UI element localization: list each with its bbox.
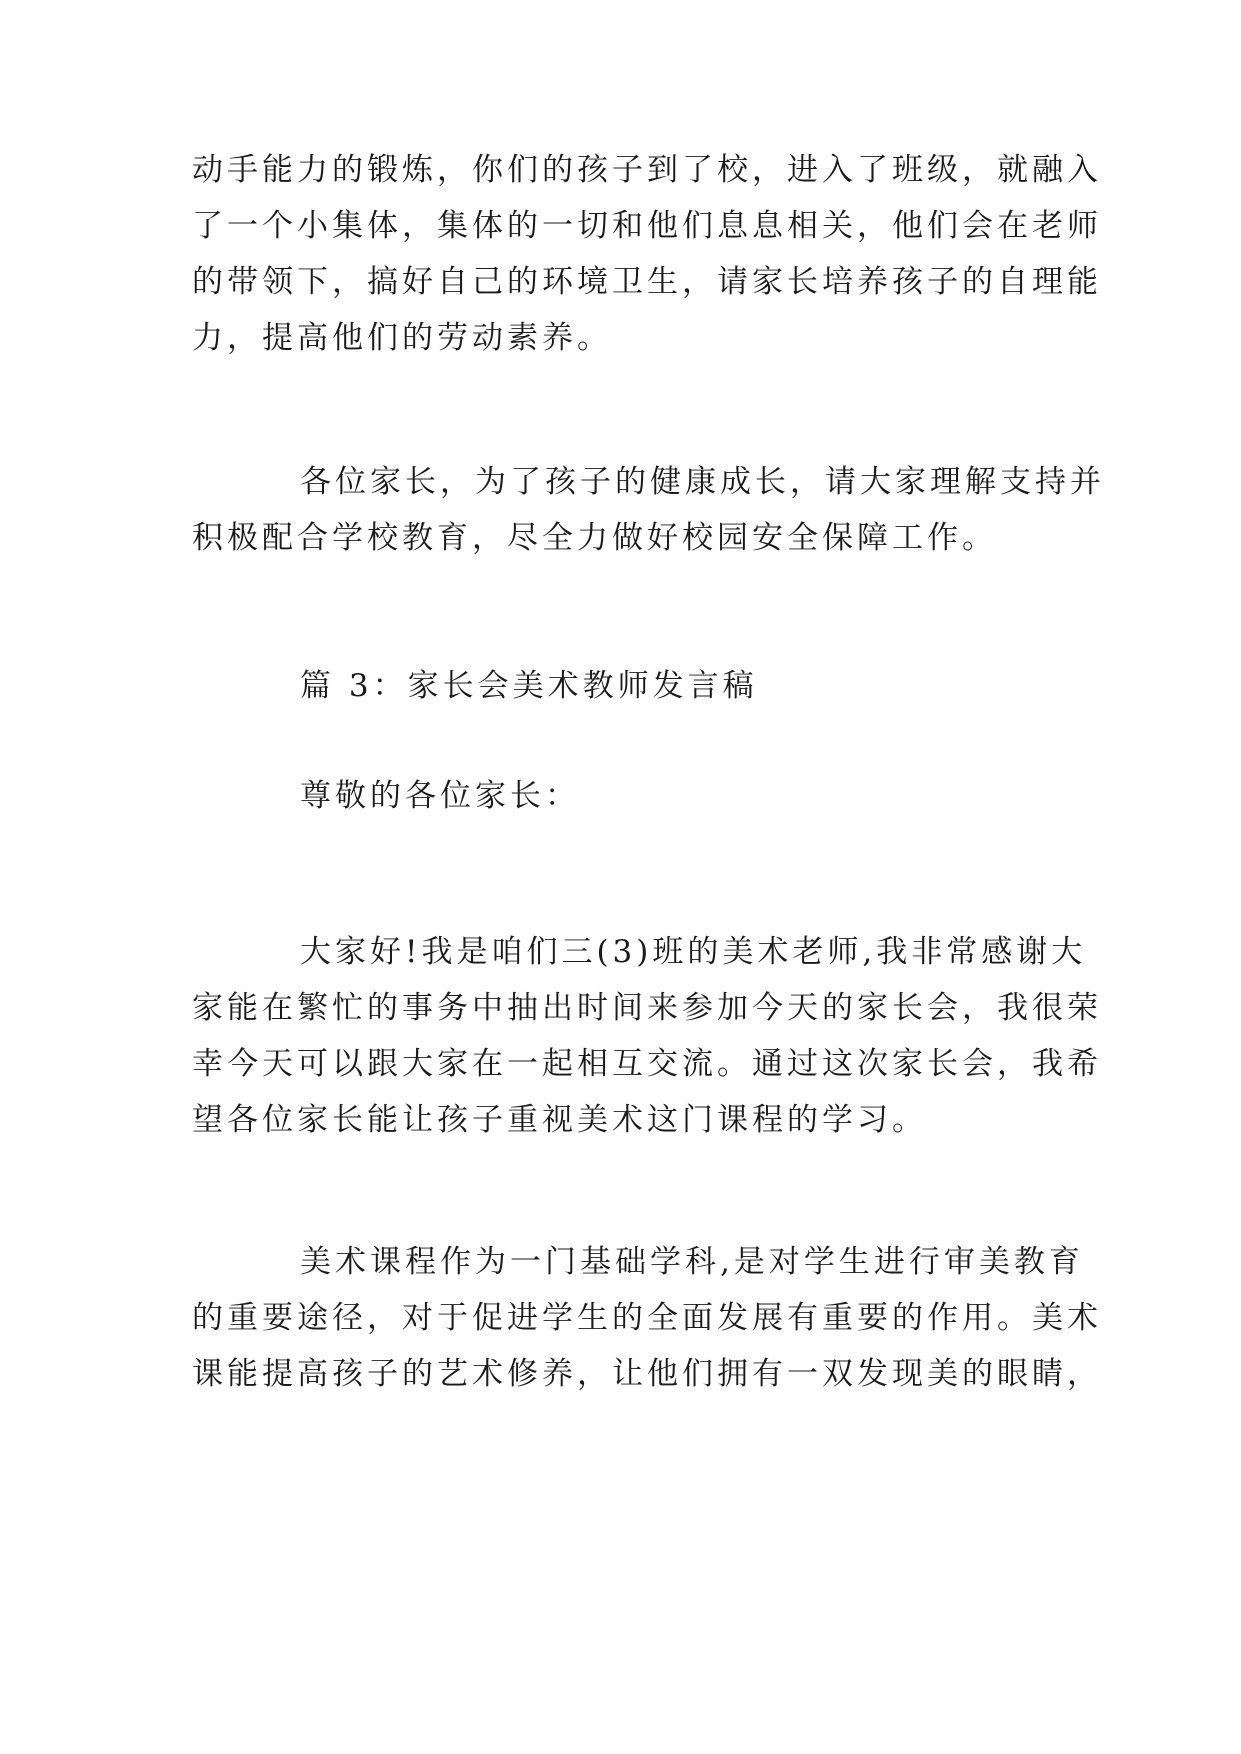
paragraph-line: 美术课程作为一门基础学科,是对学生进行审美教育 [300, 1244, 1084, 1280]
paragraph-line: 望各位家长能让孩子重视美术这门课程的学习。 [192, 1102, 927, 1138]
paragraph-line: 各位家长，为了孩子的健康成长，请大家理解支持并 [300, 464, 1105, 500]
salutation: 尊敬的各位家长： [300, 778, 580, 814]
paragraph-line: 大家好!我是咱们三(3)班的美术老师,我非常感谢大 [300, 934, 1087, 970]
paragraph-line: 课能提高孩子的艺术修养，让他们拥有一双发现美的眼睛， [192, 1356, 1102, 1392]
paragraph-line: 动手能力的锻炼，你们的孩子到了校，进入了班级，就融入 [192, 152, 1102, 188]
paragraph-line: 的重要途径，对于促进学生的全面发展有重要的作用。美术 [192, 1300, 1102, 1336]
section-heading: 篇 3：家长会美术教师发言稿 [300, 668, 758, 704]
paragraph-line: 家能在繁忙的事务中抽出时间来参加今天的家长会，我很荣 [192, 990, 1102, 1026]
paragraph-line: 幸今天可以跟大家在一起相互交流。通过这次家长会，我希 [192, 1046, 1102, 1082]
paragraph-line: 的带领下，搞好自己的环境卫生，请家长培养孩子的自理能 [192, 264, 1102, 300]
paragraph-line: 积极配合学校教育，尽全力做好校园安全保障工作。 [192, 520, 997, 556]
paragraph-line: 了一个小集体，集体的一切和他们息息相关，他们会在老师 [192, 208, 1102, 244]
paragraph-line: 力，提高他们的劳动素养。 [192, 320, 612, 356]
